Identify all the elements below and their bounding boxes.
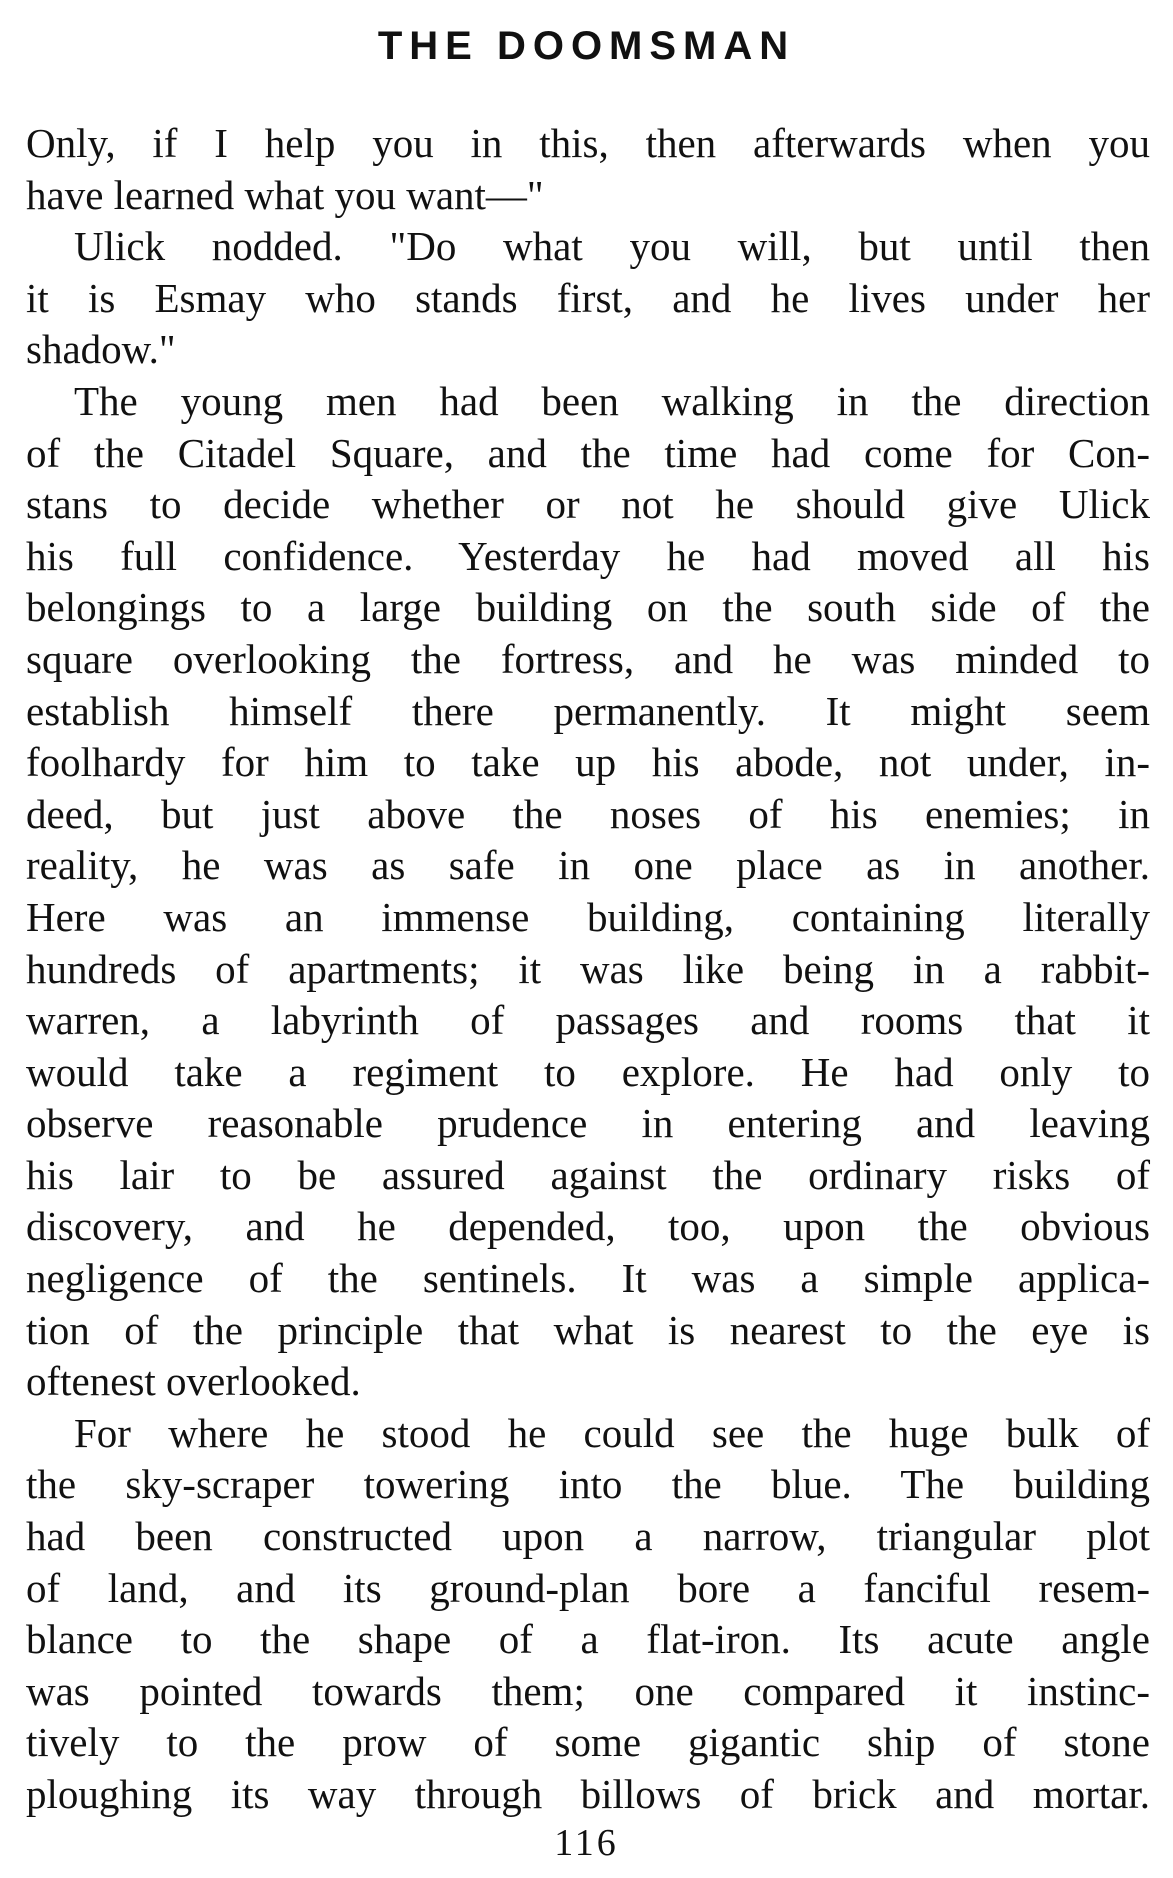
text-line: warren, a labyrinth of passages and rooms that it <box>26 997 1150 1044</box>
text-line: Here was an immense building, containing literally <box>26 893 1150 940</box>
text-line: would take a regiment to explore. He had only to <box>26 1048 1150 1095</box>
body-text <box>26 118 1150 1821</box>
text-line: hundreds of apartments; it was like being in a rabbit- <box>26 945 1150 992</box>
text-line: was pointed towards them; one compared it instinc- <box>26 1667 1150 1714</box>
text-line: belongings to a large building on the south side of the <box>26 584 1150 631</box>
text-line: tion of the principle that what is nearest to the eye is <box>26 1306 1150 1353</box>
text-line: had been constructed upon a narrow, triangular plot <box>26 1513 1150 1560</box>
text-line: of the Citadel Square, and the time had come for Con- <box>26 429 1150 476</box>
text-line: oftenest overlooked. <box>26 1358 361 1405</box>
text-line: his lair to be assured against the ordinary risks of <box>26 1151 1150 1198</box>
text-line: deed, but just above the noses of his enemies; in <box>26 790 1150 837</box>
text-line: the sky-scraper towering into the blue. The building <box>26 1461 1150 1508</box>
text-line: ploughing its way through billows of brick and mortar. <box>26 1771 1150 1817</box>
text-line: establish himself there permanently. It might seem <box>26 687 1150 734</box>
text-line: his full confidence. Yesterday he had moved all his <box>26 532 1150 579</box>
text-line: it is Esmay who stands first, and he lives under her <box>26 274 1150 321</box>
text-line: blance to the shape of a flat-iron. Its acute angle <box>26 1616 1150 1663</box>
text-line: Ulick nodded. "Do what you will, but until then <box>74 223 1150 270</box>
text-line: have learned what you want—" <box>26 171 544 218</box>
text-line: foolhardy for him to take up his abode, not under, in- <box>26 739 1150 786</box>
text-line: shadow." <box>26 326 176 373</box>
text-line: of land, and its ground-plan bore a fanciful resem- <box>26 1564 1150 1611</box>
text-line: square overlooking the fortress, and he was minded to <box>26 635 1150 682</box>
text-line: tively to the prow of some gigantic ship of stone <box>26 1719 1150 1766</box>
page-number: 116 <box>554 1822 619 1864</box>
text-line: The young men had been walking in the direction <box>74 377 1150 424</box>
text-line: For where he stood he could see the huge bulk of <box>74 1409 1150 1456</box>
text-line: discovery, and he depended, too, upon the obvious <box>26 1203 1150 1250</box>
text-line: observe reasonable prudence in entering and leaving <box>26 1100 1150 1147</box>
text-line: Only, if I help you in this, then afterwards when you <box>26 120 1150 166</box>
text-line: reality, he was as safe in one place as in another. <box>26 842 1150 889</box>
text-line: stans to decide whether or not he should give Ulick <box>26 481 1150 528</box>
running-head: THE DOOMSMAN <box>377 24 796 68</box>
text-line: negligence of the sentinels. It was a simple applica- <box>26 1255 1150 1302</box>
